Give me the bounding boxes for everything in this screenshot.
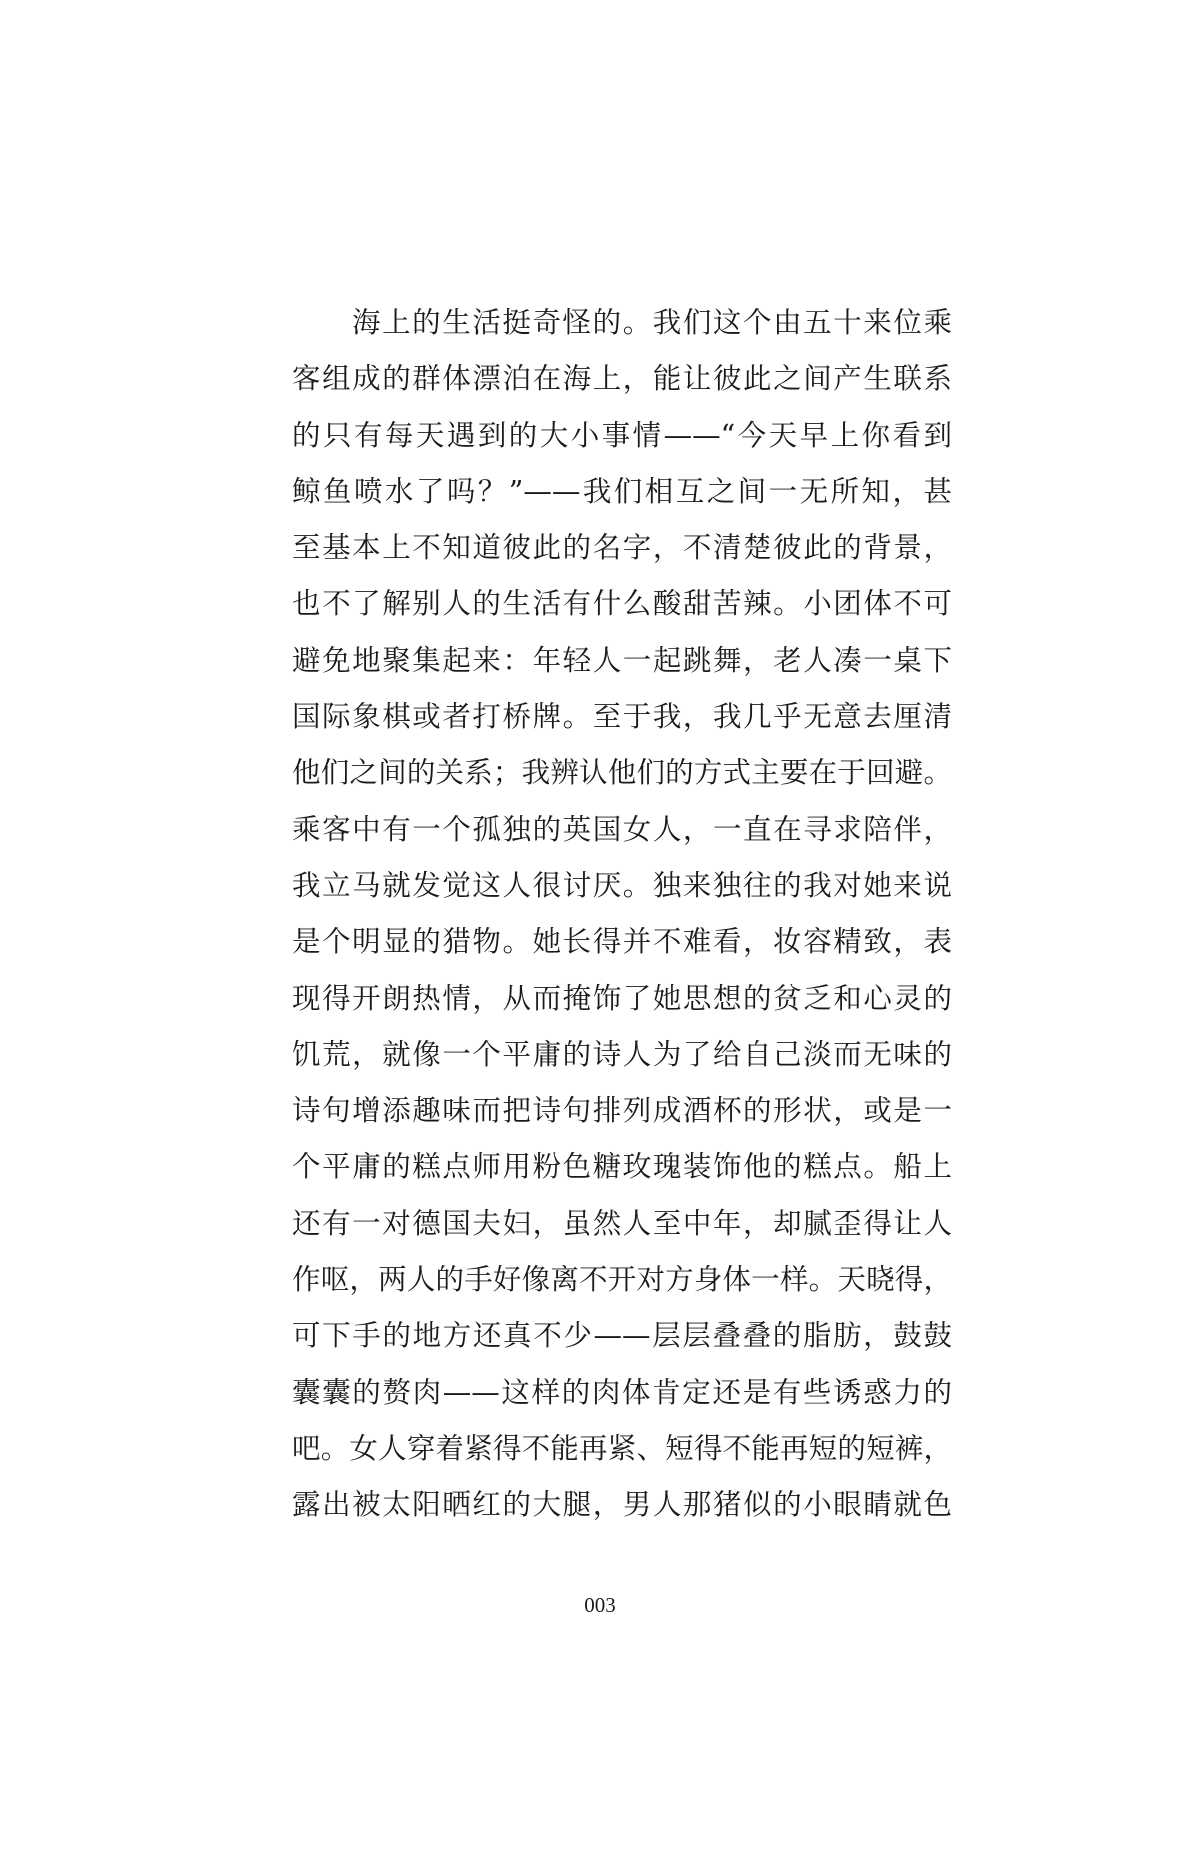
text-line: 至基本上不知道彼此的名字，不清楚彼此的背景， [292,531,952,565]
text-line: 饥荒，就像一个平庸的诗人为了给自己淡而无味的 [292,1037,952,1071]
text-line: 囊囊的赘肉——这样的肉体肯定还是有些诱惑力的 [292,1375,952,1409]
text-line: 客组成的群体漂泊在海上，能让彼此之间产生联系 [292,362,952,396]
text-line: 可下手的地方还真不少——层层叠叠的脂肪，鼓鼓 [292,1319,952,1353]
text-line: 现得开朗热情，从而掩饰了她思想的贫乏和心灵的 [292,981,952,1015]
text-line: 他们之间的关系；我辨认他们的方式主要在于回避。 [292,756,952,790]
text-line: 国际象棋或者打桥牌。至于我，我几乎无意去厘清 [292,700,952,734]
text-line: 作呕，两人的手好像离不开对方身体一样。天晓得， [292,1263,952,1297]
text-line: 海上的生活挺奇怪的。我们这个由五十来位乘 [352,306,952,339]
text-line: 鲸鱼喷水了吗？”——我们相互之间一无所知，甚 [292,474,952,508]
text-line: 我立马就发觉这人很讨厌。独来独往的我对她来说 [292,868,952,902]
text-line: 也不了解别人的生活有什么酸甜苦辣。小团体不可 [292,587,952,621]
text-line: 个平庸的糕点师用粉色糖玫瑰装饰他的糕点。船上 [292,1150,952,1184]
text-line: 是个明显的猎物。她长得并不难看，妆容精致，表 [292,925,952,959]
text-line: 诗句增添趣味而把诗句排列成酒杯的形状，或是一 [292,1094,952,1128]
text-line: 的只有每天遇到的大小事情——“今天早上你看到 [292,418,952,452]
page-number: 003 [584,1593,616,1617]
text-line: 还有一对德国夫妇，虽然人至中年，却腻歪得让人 [292,1206,952,1240]
text-line: 露出被太阳晒红的大腿，男人那猪似的小眼睛就色 [292,1488,952,1522]
text-line: 乘客中有一个孤独的英国女人，一直在寻求陪伴， [292,812,952,846]
text-line: 避免地聚集起来：年轻人一起跳舞，老人凑一桌下 [292,643,952,677]
body-text [292,295,952,1534]
text-line: 吧。女人穿着紧得不能再紧、短得不能再短的短裤， [292,1431,952,1465]
